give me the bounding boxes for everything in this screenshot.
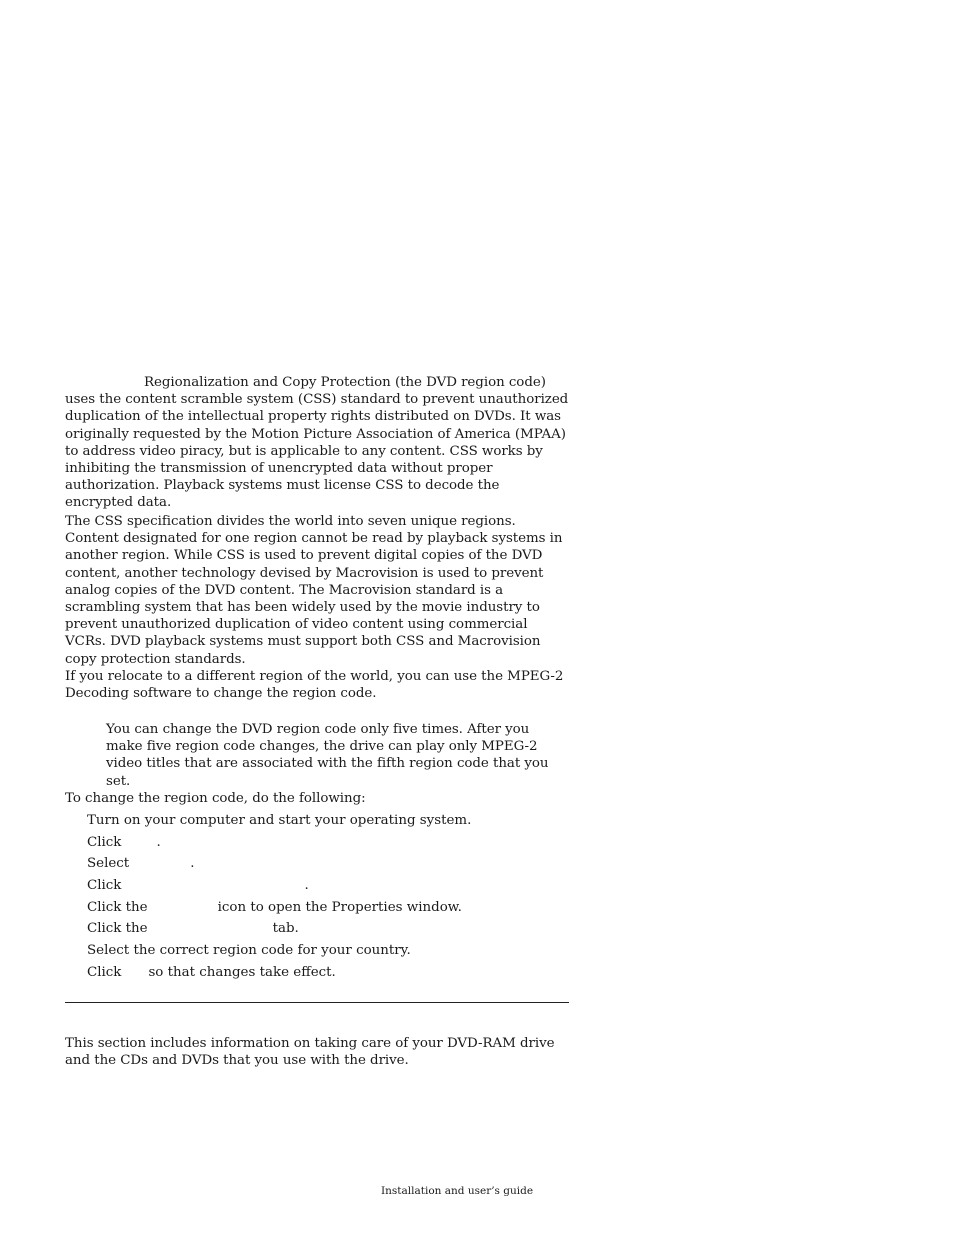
section-divider xyxy=(65,1002,569,1003)
region-change-steps xyxy=(87,812,557,986)
region-code-intro-paragraph xyxy=(65,374,570,512)
step-8-end: so that changes take effect. xyxy=(148,964,336,980)
step-3-end: . xyxy=(190,856,195,872)
steps-intro: To change the region code, do the following: xyxy=(65,791,366,806)
region-code-intro-text: Regionalization and Copy Protection (the DVD region code) uses the content scramble system (CSS) standard to prevent unauthorized duplication of the intellectual property rights distributed on DVDs. It was originally requested by the Motion Picture Association of America (MPAA) to address video piracy, but is applicable to any content. CSS works by inhibiting the transmission of unencrypted data without proper authorization. Playback systems must license CSS to decode the encrypted data. xyxy=(65,375,569,511)
step-4-text: Click xyxy=(87,878,122,894)
region-change-limit-note: You can change the DVD region code only five times. After you make five region code changes, the drive can play only MPEG-2 video titles that are associated with the fifth region code that you set. xyxy=(106,722,549,789)
step-1-text: Turn on your computer and start your operating system. xyxy=(87,813,472,828)
step-2 xyxy=(87,834,557,856)
step-8 xyxy=(87,964,557,986)
step-5-text: Click the xyxy=(87,899,148,915)
step-3 xyxy=(87,855,557,877)
step-7 xyxy=(87,942,557,964)
step-6-text: Click the xyxy=(87,921,148,937)
step-8-text: Click xyxy=(87,964,122,980)
step-3-text: Select xyxy=(87,856,130,872)
step-4-end: . xyxy=(304,878,309,894)
page-footer: Installation and user’s guide xyxy=(381,1185,534,1197)
step-4 xyxy=(87,877,557,899)
step-6-end: tab. xyxy=(272,921,299,937)
step-6 xyxy=(87,920,557,942)
step-2-end: . xyxy=(156,834,161,850)
step-5 xyxy=(87,899,557,921)
drive-care-paragraph: This section includes information on taking care of your DVD-RAM drive and the CDs and DVDs that you use with the drive. xyxy=(65,1036,555,1069)
css-regions-paragraph: The CSS specification divides the world into seven unique regions. Content designated for one region cannot be read by playback systems in another region. While CSS is used to prevent digital copies of the DVD content, another technology devised by Macrovision is used to prevent analog copies of the DVD content. The Macrovision standard is a scrambling system that has been widely used by the movie industry to prevent unauthorized duplication of video content using commercial VCRs. DVD playback systems must support both CSS and Macrovision copy protection standards. xyxy=(65,514,563,667)
step-7-text: Select the correct region code for your country. xyxy=(87,943,411,959)
step-5-end: icon to open the Properties window. xyxy=(217,899,462,915)
step-2-text: Click xyxy=(87,834,122,850)
step-1 xyxy=(87,812,557,834)
relocate-paragraph: If you relocate to a different region of the world, you can use the MPEG-2 Decoding software to change the region code. xyxy=(65,669,564,702)
